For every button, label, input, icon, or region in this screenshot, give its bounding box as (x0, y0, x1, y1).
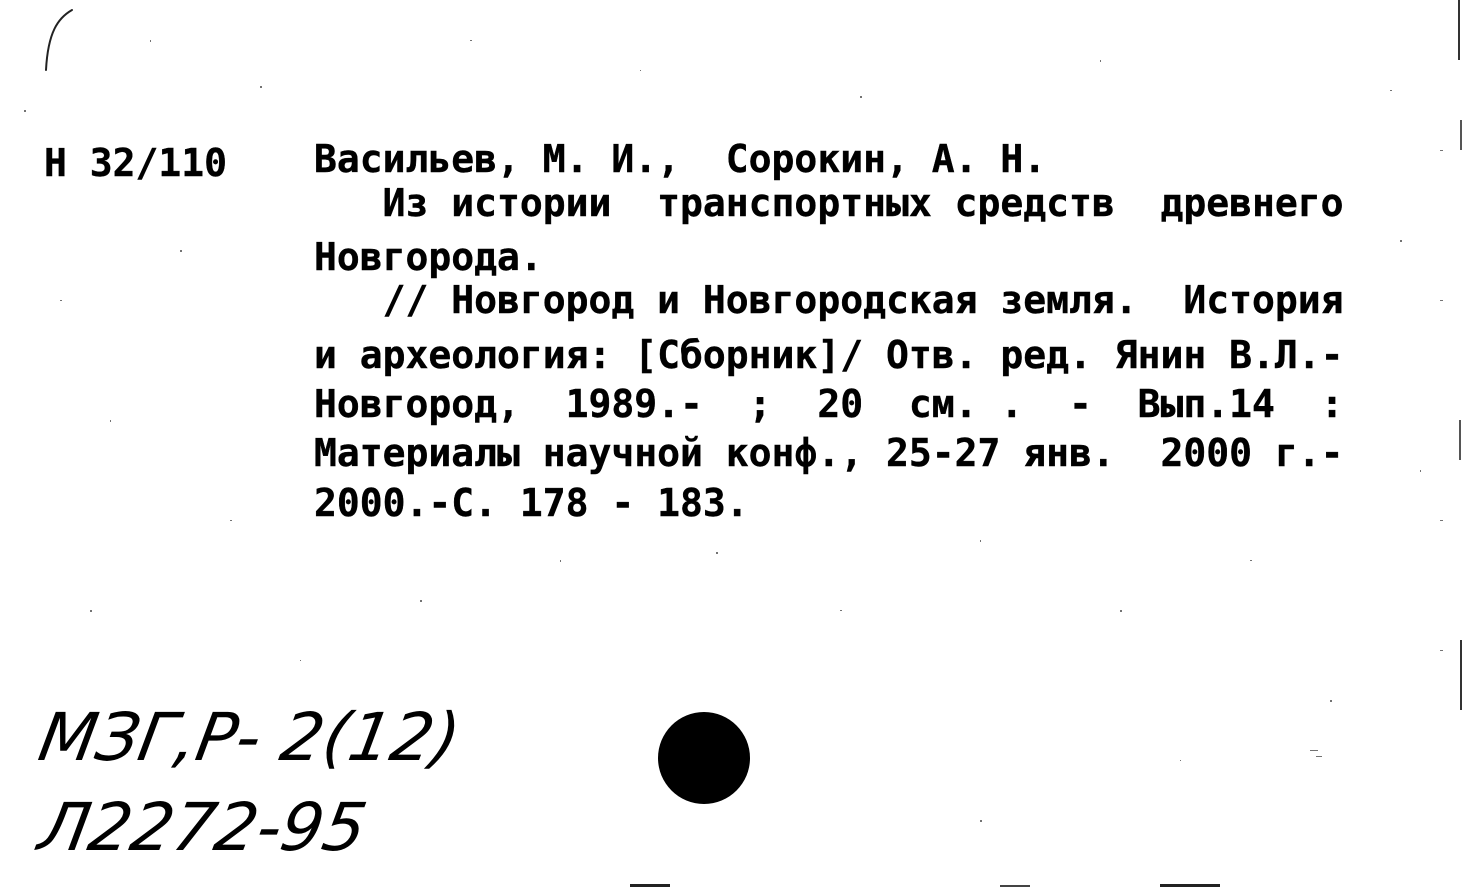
card-edge (1452, 0, 1464, 888)
entry-authors: Васильев, М. И., Сорокин, А. Н. (314, 137, 1047, 181)
handwritten-code: МЗГ,Р- 2(12) (33, 699, 466, 776)
corner-pencil-mark (36, 4, 96, 76)
entry-title-line: Из истории транспортных средств древнего (314, 181, 1344, 225)
entry-pages-line: 2000.-С. 178 - 183. (314, 481, 749, 525)
entry-imprint-line: Новгород, 1989.- ; 20 см. . - Вып.14 : (314, 382, 1344, 426)
card-punch-hole (658, 712, 750, 804)
shelf-mark: Н 32/110 (44, 141, 228, 185)
entry-source-line: и археология: [Сборник]/ Отв. ред. Янин В.Л.- (314, 333, 1344, 377)
entry-series-line: Материалы научной конф., 25-27 янв. 2000 г.- (314, 431, 1344, 475)
card-bottom-edge (0, 880, 1464, 888)
handwritten-accession-number: Л2272-95 (33, 789, 373, 866)
entry-source-line: // Новгород и Новгородская земля. История (314, 278, 1344, 322)
entry-title-line: Новгорода. (314, 235, 543, 279)
